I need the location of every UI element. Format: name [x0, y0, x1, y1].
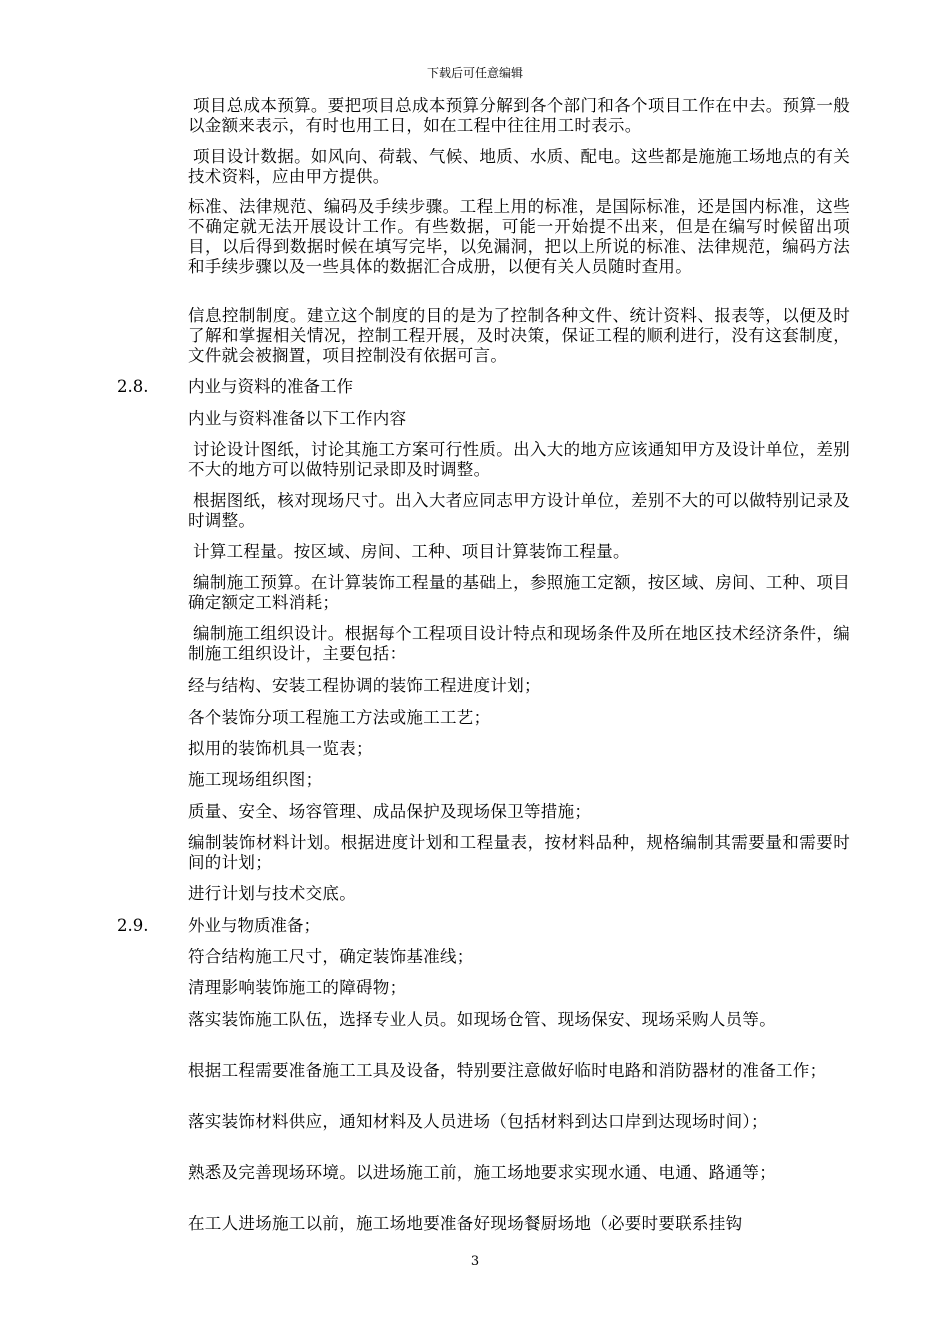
page-header: 下载后可任意编辑: [426, 66, 523, 80]
list-item: 落实装饰材料供应，通知材料及人员进场（包括材料到达口岸到达现场时间）；: [188, 1112, 768, 1131]
list-item: 符合结构施工尺寸，确定装饰基准线；: [188, 947, 474, 966]
page-number: 3: [470, 1254, 480, 1269]
section-title-2-8: 内业与资料的准备工作: [188, 377, 353, 396]
list-item: 讨论设计图纸，讨论其施工方案可行性质。出入大的地方应该通知甲方及设计单位，差别不大的地方可以做特别记录即及时调整。: [188, 440, 850, 479]
section-number-2-9: 2.9.: [117, 916, 149, 935]
list-item: 熟悉及完善现场环境。以进场施工前，施工场地要求实现水通、电通、路通等；: [188, 1163, 776, 1182]
paragraph-design-data: 项目设计数据。如风向、荷载、气候、地质、水质、配电。这些都是施施工场地点的有关技术资料，应由甲方提供。: [188, 147, 850, 186]
list-item: 计算工程量。按区域、房间、工种、项目计算装饰工程量。: [193, 542, 630, 561]
list-item: 编制施工组织设计。根据每个工程项目设计特点和现场条件及所在地区技术经济条件，编制施工组织设计，主要包括：: [188, 624, 850, 663]
list-item: 拟用的装饰机具一览表；: [188, 739, 373, 758]
list-item: 经与结构、安装工程协调的装饰工程进度计划；: [188, 676, 541, 695]
list-item: 编制装饰材料计划。根据进度计划和工程量表，按材料品种，规格编制其需要量和需要时间的计划；: [188, 833, 850, 872]
paragraph-info-control: 信息控制制度。建立这个制度的目的是为了控制各种文件、统计资料、报表等，以便及时了解和掌握相关情况，控制工程开展，及时决策，保证工程的顺利进行，没有这套制度，文件就会被搁置，项目控制没有依据可言。: [188, 306, 850, 365]
section-number-2-8: 2.8.: [117, 377, 149, 396]
list-item: 根据图纸，核对现场尺寸。出入大者应同志甲方设计单位，差别不大的可以做特别记录及时调整。: [188, 491, 850, 530]
list-item: 质量、安全、场容管理、成品保护及现场保卫等措施；: [188, 802, 592, 821]
paragraph-budget: 项目总成本预算。要把项目总成本预算分解到各个部门和各个项目工作在中去。预算一般以金额来表示，有时也用工日，如在工程中往往用工时表示。: [188, 96, 850, 135]
list-item: 根据工程需要准备施工工具及设备，特别要注意做好临时电路和消防器材的准备工作；: [188, 1061, 827, 1080]
list-item: 进行计划与技术交底。: [188, 884, 356, 903]
list-item: 编制施工预算。在计算装饰工程量的基础上，参照施工定额，按区域、房间、工种、项目确定额定工料消耗；: [188, 573, 850, 612]
paragraph-standards: 标准、法律规范、编码及手续步骤。工程上用的标准，是国际标准，还是国内标准，这些不确定就无法开展设计工作。有些数据，可能一开始提不出来，但是在编写时候留出项目，以后得到数据时候在填写完毕，以免漏洞，把以上所说的标准、法律规范，编码方法和手续步骤以及一些具体的数据汇合成册，以便有关人员随时查用。: [188, 197, 850, 276]
list-item: 各个装饰分项工程施工方法或施工工艺；: [188, 708, 491, 727]
section-title-2-9: 外业与物质准备；: [188, 916, 320, 935]
list-item: 清理影响装饰施工的障碍物；: [188, 978, 407, 997]
list-item: 在工人进场施工以前，施工场地要准备好现场餐厨场地（必要时要联系挂钩: [188, 1214, 743, 1233]
list-item: 施工现场组织图；: [188, 770, 323, 789]
list-item: 内业与资料准备以下工作内容: [188, 409, 407, 428]
list-item: 落实装饰施工队伍，选择专业人员。如现场仓管、现场保安、现场采购人员等。: [188, 1010, 776, 1029]
